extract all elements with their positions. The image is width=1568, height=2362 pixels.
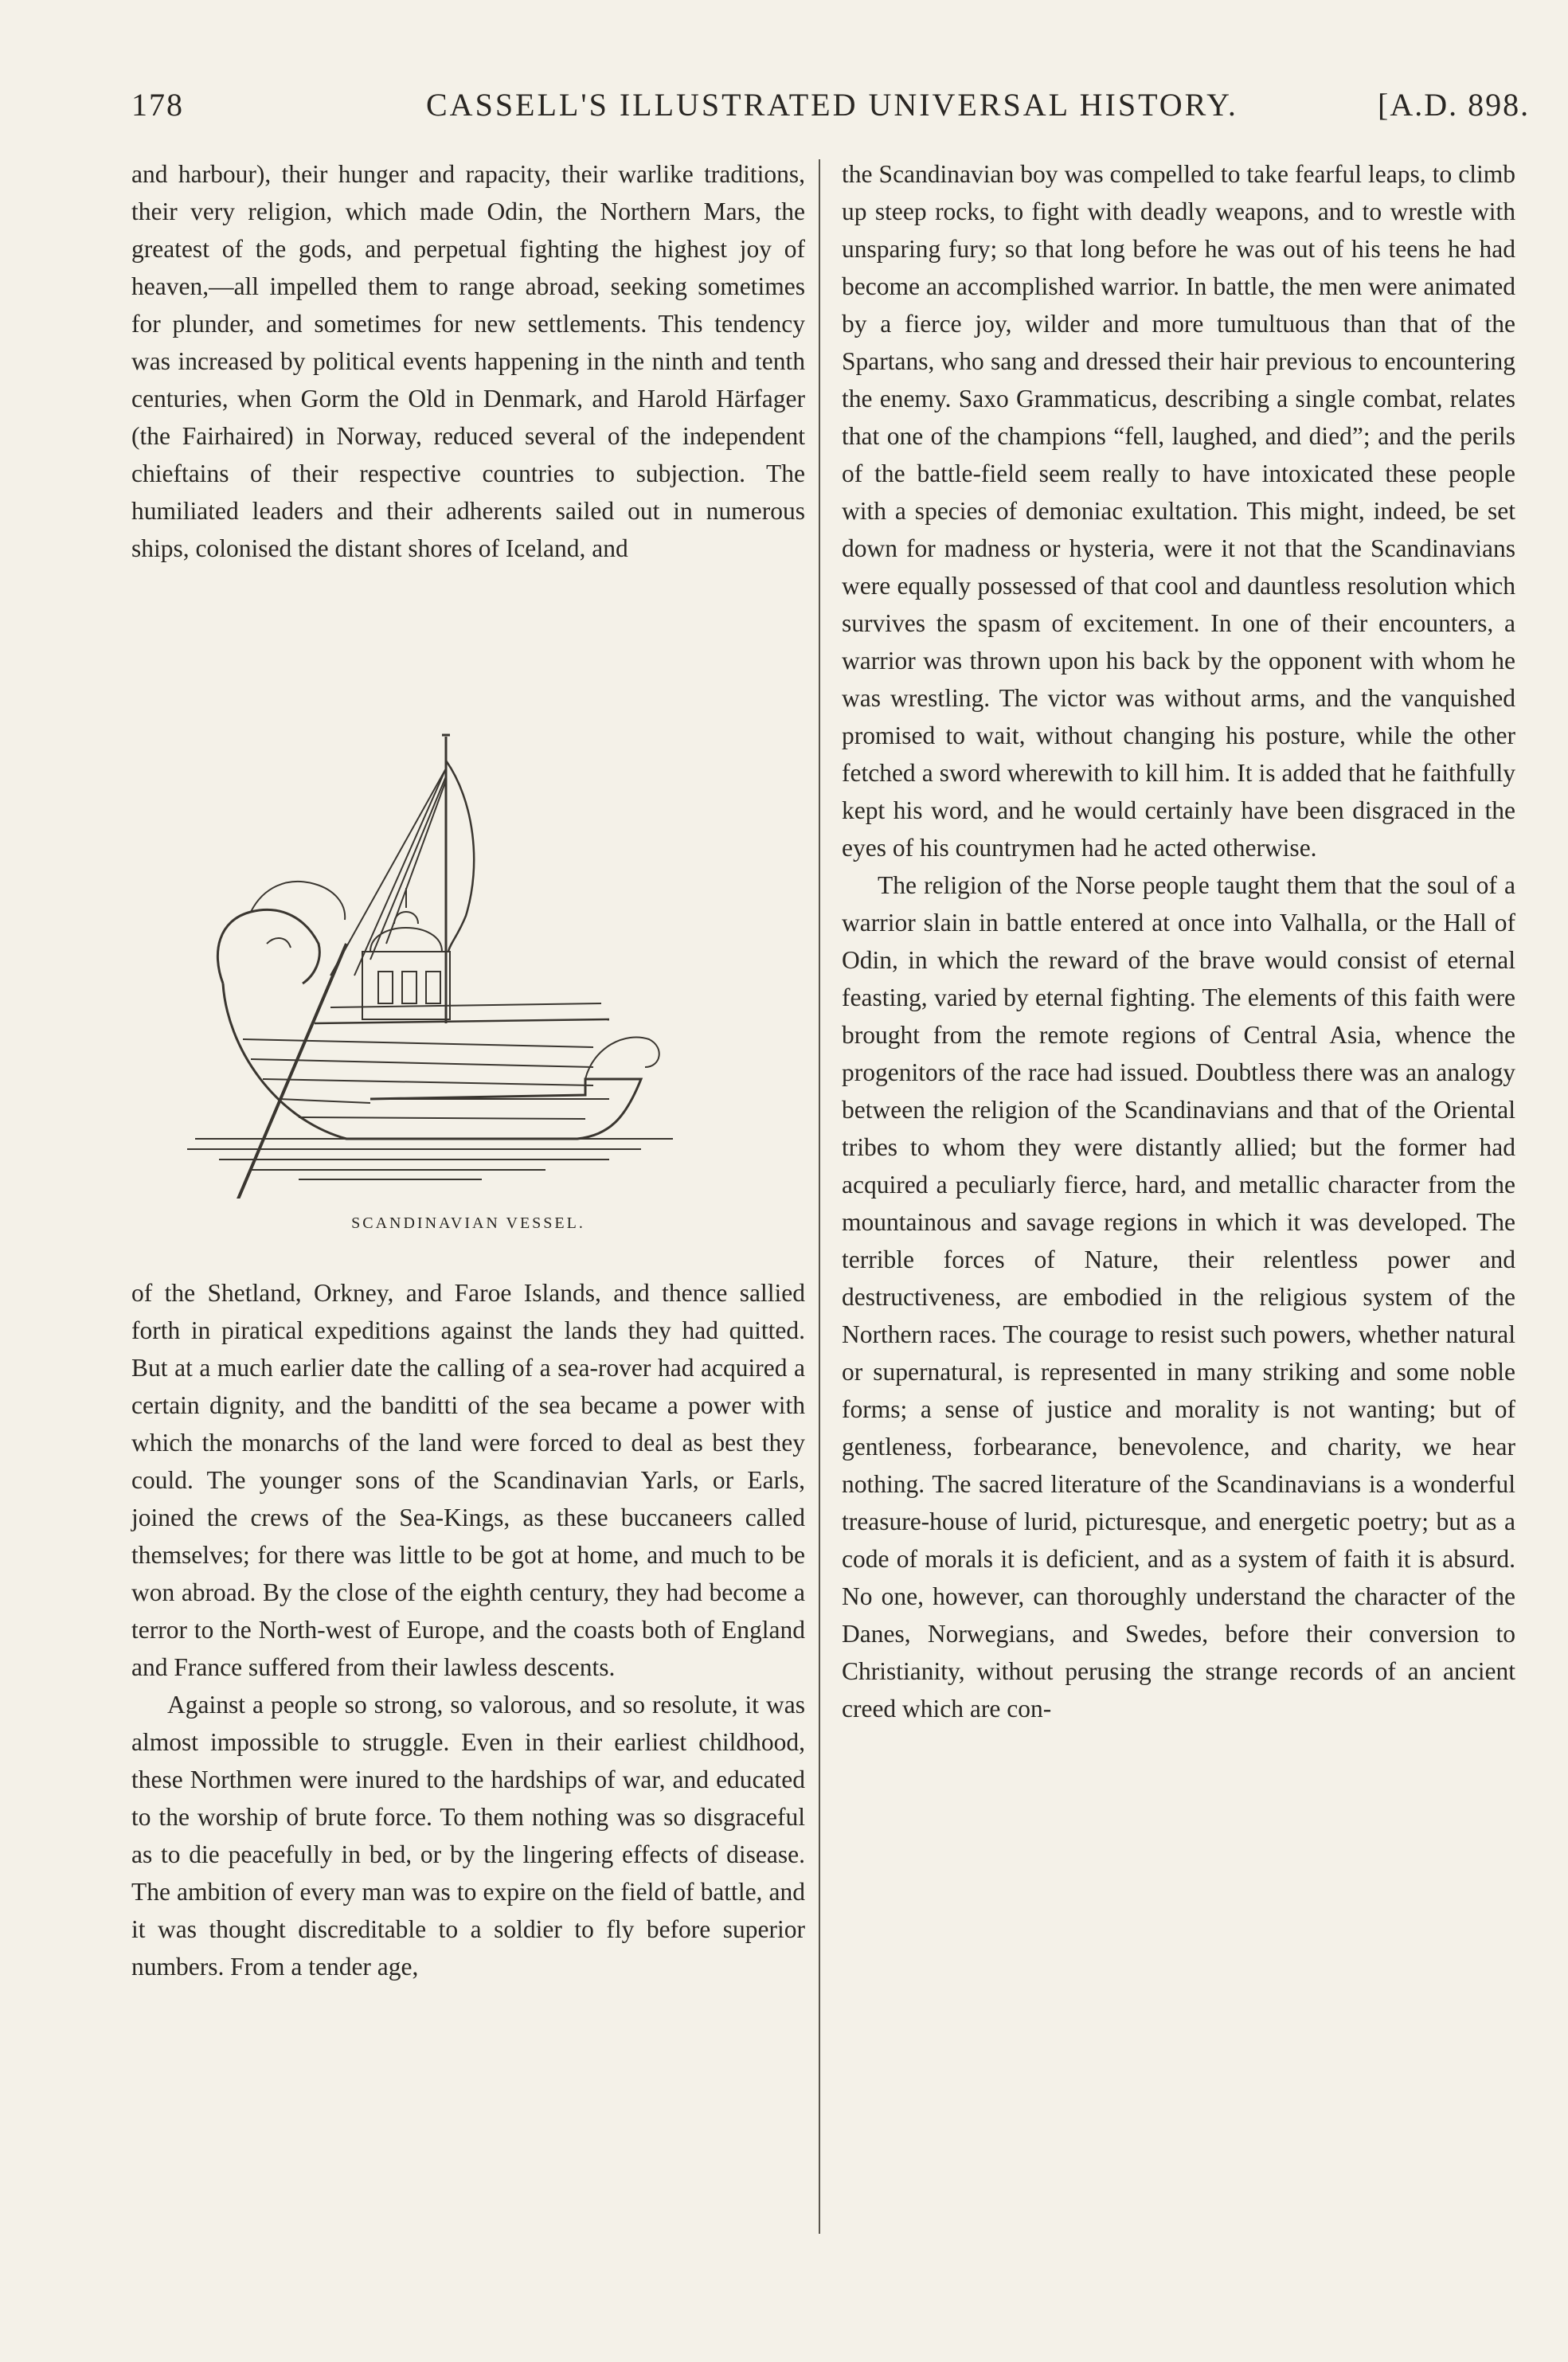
running-head (131, 86, 1557, 134)
paragraph: and harbour), their hunger and rapacity, their warlike traditions, their very religion, which made Odin, the Northern Mars, the greatest of the gods, and perpetual fighting the highest joy of heaven,—all impelled them to range abroad, seeking sometimes for plunder, and sometimes for new settlements. This tendency was increased by political events happening in the ninth and tenth centuries, when Gorm the Old in Denmark, and Harold Härfager (the Fairhaired) in Norway, reduced several of the independent chieftains of their respective countries to subjection. The humiliated leaders and their adherents sailed out in numerous ships, colonised the distant shores of Iceland, and (131, 160, 805, 562)
paragraph: of the Shetland, Orkney, and Faroe Islands, and thence sallied forth in piratical expeditions against the lands they had quitted. But at a much earlier date the calling of a sea-rover had acquired a certain dignity, and the banditti of the sea became a power with which the monarchs of the land were forced to deal as best they could. The younger sons of the Scandinavian Yarls, or Earls, joined the crews of the Sea-Kings, as these buccaneers called themselves; for there was little to be got at home, and much to be won abroad. By the close of the eighth century, they had become a terror to the North-west of Europe, and the coasts both of England and France suffered from their lawless descents. (131, 1279, 805, 1681)
figure-scandinavian-vessel (131, 705, 805, 1254)
running-date: [A.D. 898. (1378, 87, 1531, 123)
left-column-bottom (131, 1274, 805, 1985)
paragraph: The religion of the Norse people taught them that the soul of a warrior slain in battle entered at once into Valhalla, or the Hall of Odin, in which the reward of the brave would consist of eternal feasting, varied by eternal fighting. The elements of this faith were brought from the remote regions of Central Asia, whence the progenitors of the race had issued. Doubtless there was an analogy between the religion of the Scandinavians and that of the Oriental tribes to whom they were distantly allied; but the former had acquired a peculiarly fierce, hard, and metallic character from the mountainous and savage regions in which it was developed. The terrible forces of Nature, their relentless power and destructiveness, are embodied in the religious system of the Northern races. The courage to resist such powers, whether natural or supernatural, is represented in many striking and some noble forms; a sense of justice and morality is not wanting; but of gentleness, forbearance, benevolence, and charity, we hear nothing. The sacred literature of the Scandinavians is a wonderful treasure-house of lurid, picturesque, and energetic poetry; but as a code of morals it is deficient, and as a system of faith it is absurd. No one, however, can thoroughly understand the character of the Danes, Norwegians, and Swedes, before their conversion to Christianity, without perusing the strange records of an ancient creed which are con- (842, 871, 1515, 1723)
scandinavian-vessel-illustration (131, 705, 805, 1199)
page-number: 178 (131, 87, 184, 123)
figure-caption: SCANDINAVIAN VESSEL. (351, 1214, 585, 1232)
paragraph: the Scandinavian boy was compelled to take fearful leaps, to climb up steep rocks, to fight with deadly weapons, and to wrestle with unsparing fury; so that long before he was out of his teens he had become an accomplished warrior. In battle, the men were animated by a fierce joy, wilder and more tumultuous than that of the Spartans, who sang and dressed their hair previous to encountering the enemy. Saxo Grammaticus, describing a single combat, relates that one of the champions “fell, laughed, and died”; and the perils of the battle-field seem really to have intoxicated these people with a species of demoniac exultation. This might, indeed, be set down for madness or hysteria, were it not that the Scandinavians were equally possessed of that cool and dauntless resolution which survives the spasm of excitement. In one of their encounters, a warrior was thrown upon his back by the opponent with whom he was wrestling. The victor was without arms, and the vanquished promised to wait, without changing his posture, while the other fetched a sword wherewith to kill him. It is added that he faithfully kept his word, and he would certainly have been disgraced in the eyes of his countrymen had he acted otherwise. (842, 160, 1515, 862)
paragraph: Against a people so strong, so valorous, and so resolute, it was almost impossible to struggle. Even in their earliest childhood, these Northmen were inured to the hardships of war, and educated to the worship of brute force. To them nothing was so disgraceful as to die peacefully in bed, or by the lingering effects of disease. The ambition of every man was to expire on the field of battle, and it was thought discreditable to a soldier to fly before superior numbers. From a tender age, (131, 1691, 805, 1981)
right-column (842, 155, 1515, 1727)
running-title: CASSELL'S ILLUSTRATED UNIVERSAL HISTORY. (426, 87, 1238, 123)
left-column-top (131, 155, 805, 567)
column-divider (819, 159, 820, 2234)
